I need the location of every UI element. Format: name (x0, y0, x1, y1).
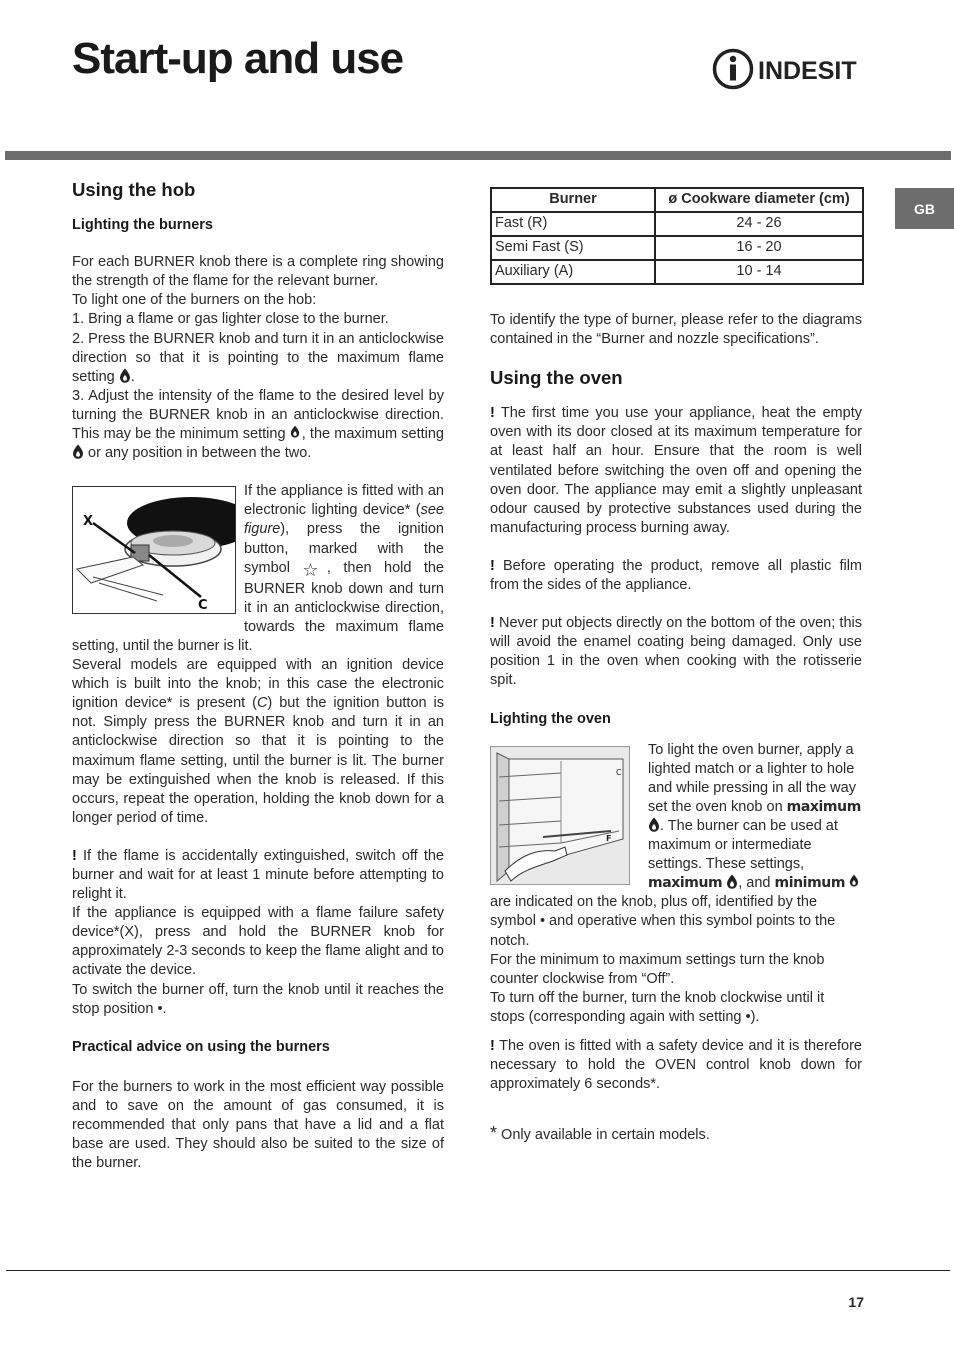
header-bar (5, 151, 951, 160)
figure-label-c: C (616, 767, 622, 777)
paragraph: If the appliance is equipped with a flame failure safety device*(X), press and hold the BURNER knob for approximately 2-3 seconds to keep the flame alight and to activate the device. (72, 905, 444, 979)
table-header: Burner (491, 188, 655, 212)
paragraph: To turn off the burner, turn the knob clockwise until it stops (corresponding again with setting •). (490, 989, 825, 1025)
min-flame-icon (290, 425, 302, 440)
footer-rule (6, 1270, 950, 1271)
paragraph: Several models are equipped with an ignition device which is built into the knob; in this case the electronic ignition device* is present (C) but the ignition button is not. Simply press the BURNER knob and turn it in an anticlockwise direction so that it is pointing to the maximum flame setting, until the burner is lit. The burner may be extinguished when the knob is released. If this occurs, repeat the operation, holding the knob down for a longer period of time. (72, 657, 444, 826)
table-header-row (491, 188, 863, 212)
max-flame-icon (726, 874, 738, 889)
warning-mark: ! (72, 847, 77, 864)
subheading-lighting-burners: Lighting the burners (72, 217, 213, 234)
oven-lighting-figure (490, 746, 630, 885)
warning-paragraph: ! The first time you use your appliance, heat the empty oven with its door closed at its maximum temperature for at least half an hour. Ensure that the room is well ventilated before switching the oven off and opening the oven door. The appliance may emit a slightly unpleasant odour caused by protective substances used during the manufacturing process burning away. (490, 405, 862, 536)
burner-table (490, 187, 864, 285)
table-row (491, 236, 863, 260)
ignition-star-icon: ☆ (302, 559, 327, 580)
left-column (72, 180, 444, 1173)
warning-paragraph: ! The oven is fitted with a safety device and it is therefore necessary to hold the OVEN control knob down for approximately 6 seconds*. (490, 1038, 862, 1093)
section-heading-oven: Using the oven (490, 367, 623, 389)
paragraph: For the minimum to maximum settings turn the knob counter clockwise from “Off”. (490, 951, 825, 987)
subheading-lighting-oven: Lighting the oven (490, 710, 611, 727)
table-cell: Semi Fast (S) (491, 236, 655, 260)
footnote: * Only available in certain models. (490, 1123, 710, 1144)
step-3: 3. Adjust the intensity of the flame to the desired level by turning the BURNER knob in an anticlockwise direction. This may be the minimum setting , the maximum setting or any position in between the two. (72, 387, 444, 462)
max-flame-icon (72, 444, 84, 459)
paragraph: For each BURNER knob there is a complete ring showing the strength of the flame for the relevant burner. (72, 254, 444, 290)
warning-paragraph: ! If the flame is accidentally extinguished, switch off the burner and wait for at least 1 minute before attempting to relight it. (72, 847, 444, 903)
table-cell: 16 - 20 (655, 236, 863, 260)
subheading-practical-advice: Practical advice on using the burners (72, 1038, 330, 1055)
paragraph: To identify the type of burner, please refer to the diagrams contained in the “Burner and nozzle specifications”. (490, 312, 862, 348)
step-1: 1. Bring a flame or gas lighter close to the burner. (72, 311, 389, 328)
electronic-ignition-paragraph: If the appliance is fitted with an electronic lighting device* (see figure), press the ignition button, marked with the symbol ☆, then hold the BURNER knob down and turn it in an anticlockwise direction, towards the maximum flame setting, until the burner is lit. (72, 483, 444, 654)
table-cell: Fast (R) (491, 212, 655, 236)
table-cell: 24 - 26 (655, 212, 863, 236)
warning-paragraph: ! Before operating the product, remove all plastic film from the sides of the appliance. (490, 557, 862, 594)
hob-ignition-figure (72, 486, 236, 614)
warning-mark: ! (490, 615, 495, 632)
warning-paragraph: ! Never put objects directly on the bottom of the oven; this will avoid the enamel coating being damaged. Only use position 1 in the oven when cooking with the rotisserie spit. (490, 615, 862, 689)
table-cell: 10 - 14 (655, 260, 863, 284)
figure-label-x: X (83, 514, 94, 530)
min-flame-icon (849, 874, 861, 889)
oven-lighting-paragraph: To light the oven burner, apply a lighted match or a lighter to hole and while pressing in all the way set the oven knob on maximum . The burner can be used at maximum or intermediate settings. These settings, maximum , and minimum are indicated on the knob, plus off, identified by the symbol • and operative when this symbol points to the notch. (490, 741, 861, 949)
table-row (491, 212, 863, 236)
right-column (490, 187, 862, 1145)
warning-mark: ! (490, 1038, 495, 1054)
warning-mark: ! (490, 557, 495, 574)
language-tab: GB (895, 188, 954, 229)
page-title: Start-up and use (72, 34, 404, 83)
section-heading-hob: Using the hob (72, 179, 196, 200)
paragraph: To switch the burner off, turn the knob until it reaches the stop position •. (72, 981, 444, 1017)
table-row (491, 260, 863, 284)
indesit-logo (712, 48, 868, 92)
max-flame-icon (648, 817, 660, 832)
paragraph: To light one of the burners on the hob: (72, 292, 317, 309)
page-number: 17 (848, 1294, 864, 1310)
max-flame-icon (119, 368, 131, 383)
warning-mark: ! (490, 405, 495, 422)
table-cell: Auxiliary (A) (491, 260, 655, 284)
step-2: 2. Press the BURNER knob and turn it in an anticlockwise direction so that it is pointing to the maximum flame setting . (72, 330, 444, 385)
brand-name: INDESIT (758, 57, 857, 85)
table-header: ø Cookware diameter (cm) (655, 188, 863, 212)
paragraph: For the burners to work in the most efficient way possible and to save on the amount of gas consumed, it is recommended that only pans that have a lid and a flat base are used. They should also be suited to the size of the burner. (72, 1078, 444, 1172)
figure-label-f: F (606, 833, 612, 843)
figure-label-c: C (198, 598, 208, 614)
